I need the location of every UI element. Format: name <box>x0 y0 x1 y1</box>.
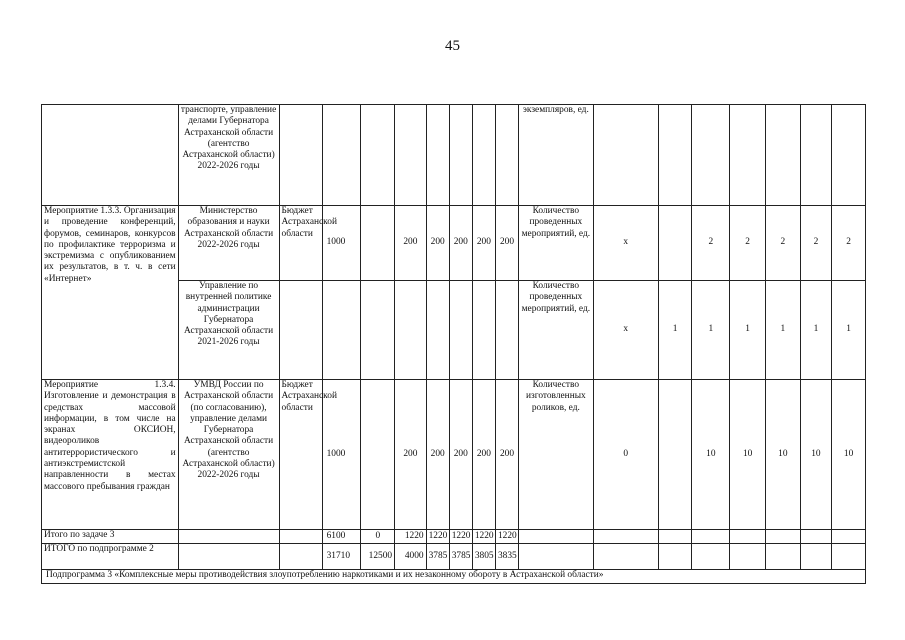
cell-target-2025: 2 <box>800 206 832 281</box>
cell-2021: 12500 <box>361 544 395 570</box>
subprogram-3-header: Подпрограмма 3 «Комплексные меры противодействия злоупотреблению наркотиками и их незаконному обороту в Астраханской области» <box>42 570 866 584</box>
cell-2022: 200 <box>395 380 427 530</box>
table-row <box>42 544 866 570</box>
page-number: 45 <box>445 38 460 54</box>
cell-indicator: Количество изготовленных роликов, ед. <box>519 380 594 530</box>
cell-executor: Управление по внутренней политике администрации Губернатора Астраханской области 2021-2026 годы <box>178 281 279 380</box>
cell-2025: 1220 <box>472 530 495 544</box>
cell-2023: 200 <box>426 206 449 281</box>
cell-2025: 200 <box>472 206 495 281</box>
cell-target-2024: 10 <box>766 380 801 530</box>
cell-target-2026: 1 <box>832 281 866 380</box>
cell-source: Бюджет Астраханской области <box>279 206 322 281</box>
table-row <box>42 105 866 206</box>
cell-2024: 200 <box>449 206 472 281</box>
cell-target-2023: 2 <box>730 206 766 281</box>
cell-2025: 3805 <box>472 544 495 570</box>
cell-source <box>279 105 322 206</box>
cell-target-2026: 2 <box>832 206 866 281</box>
cell-total: 1000 <box>322 380 361 530</box>
cell-2023: 1220 <box>426 530 449 544</box>
cell-name <box>42 105 179 206</box>
program-table <box>41 104 866 584</box>
cell-task-total-label: Итого по задаче 3 <box>42 530 179 544</box>
cell-base: х <box>593 206 658 281</box>
cell-target-2022: 1 <box>692 281 730 380</box>
table-row <box>42 570 866 584</box>
cell-target-2022: 2 <box>692 206 730 281</box>
cell-base: 0 <box>593 380 658 530</box>
cell-subprogram-total-label: ИТОГО по подпрограмме 2 <box>42 544 179 570</box>
cell-activity-1-3-4: Мероприятие 1.3.4. Изготовление и демонстрация в средствах массовой информации, в том числе на экранах ОКСИОН, видеороликов антитеррористического и антиэкстремистской направленности в местах массового пребывания граждан <box>42 380 179 530</box>
cell-target-2025: 1 <box>800 281 832 380</box>
cell-2024: 200 <box>449 380 472 530</box>
table-row <box>42 380 866 530</box>
cell-2026: 200 <box>495 380 518 530</box>
cell-total: 1000 <box>322 206 361 281</box>
cell-target-2025: 10 <box>800 380 832 530</box>
cell-total: 31710 <box>322 544 361 570</box>
table-row <box>42 530 866 544</box>
cell-2024: 1220 <box>449 530 472 544</box>
cell-total: 6100 <box>322 530 361 544</box>
cell-target-2024: 2 <box>766 206 801 281</box>
cell-2022: 4000 <box>395 544 427 570</box>
cell-executor: УМВД России по Астраханской области (по согласованию), управление делами Губернатора Астраханской области (агентство Астраханской области) 2022-2026 годы <box>178 380 279 530</box>
cell-2021: 0 <box>361 530 395 544</box>
cell-executor: транспорте, управление делами Губернатора Астраханской области (агентство Астраханской области) 2022-2026 годы <box>178 105 279 206</box>
cell-target-2021: 1 <box>658 281 692 380</box>
cell-target-2024: 1 <box>766 281 801 380</box>
cell-2022: 1220 <box>395 530 427 544</box>
cell-2023: 3785 <box>426 544 449 570</box>
cell-base: х <box>593 281 658 380</box>
cell-target-2023: 1 <box>730 281 766 380</box>
cell-2026: 200 <box>495 206 518 281</box>
cell-target-2023: 10 <box>730 380 766 530</box>
table-row <box>42 206 866 281</box>
cell-source: Бюджет Астраханской области <box>279 380 322 530</box>
cell-indicator: Количество проведенных мероприятий, ед. <box>519 206 594 281</box>
cell-2023: 200 <box>426 380 449 530</box>
cell-2022: 200 <box>395 206 427 281</box>
cell-2024: 3785 <box>449 544 472 570</box>
cell-target-2022: 10 <box>692 380 730 530</box>
cell-2025: 200 <box>472 380 495 530</box>
cell-executor: Министерство образования и науки Астраханской области 2022-2026 годы <box>178 206 279 281</box>
cell-2026: 1220 <box>495 530 518 544</box>
cell-activity-1-3-3: Мероприятие 1.3.3. Организация и проведение конференций, форумов, семинаров, конкурсов по профилактике терроризма и экстремизма с опубликованием их результатов, в т. ч. в сети «Интернет» <box>42 206 179 380</box>
cell-2026: 3835 <box>495 544 518 570</box>
cell-indicator: экземпляров, ед. <box>519 105 594 206</box>
cell-indicator: Количество проведенных мероприятий, ед. <box>519 281 594 380</box>
cell-target-2026: 10 <box>832 380 866 530</box>
